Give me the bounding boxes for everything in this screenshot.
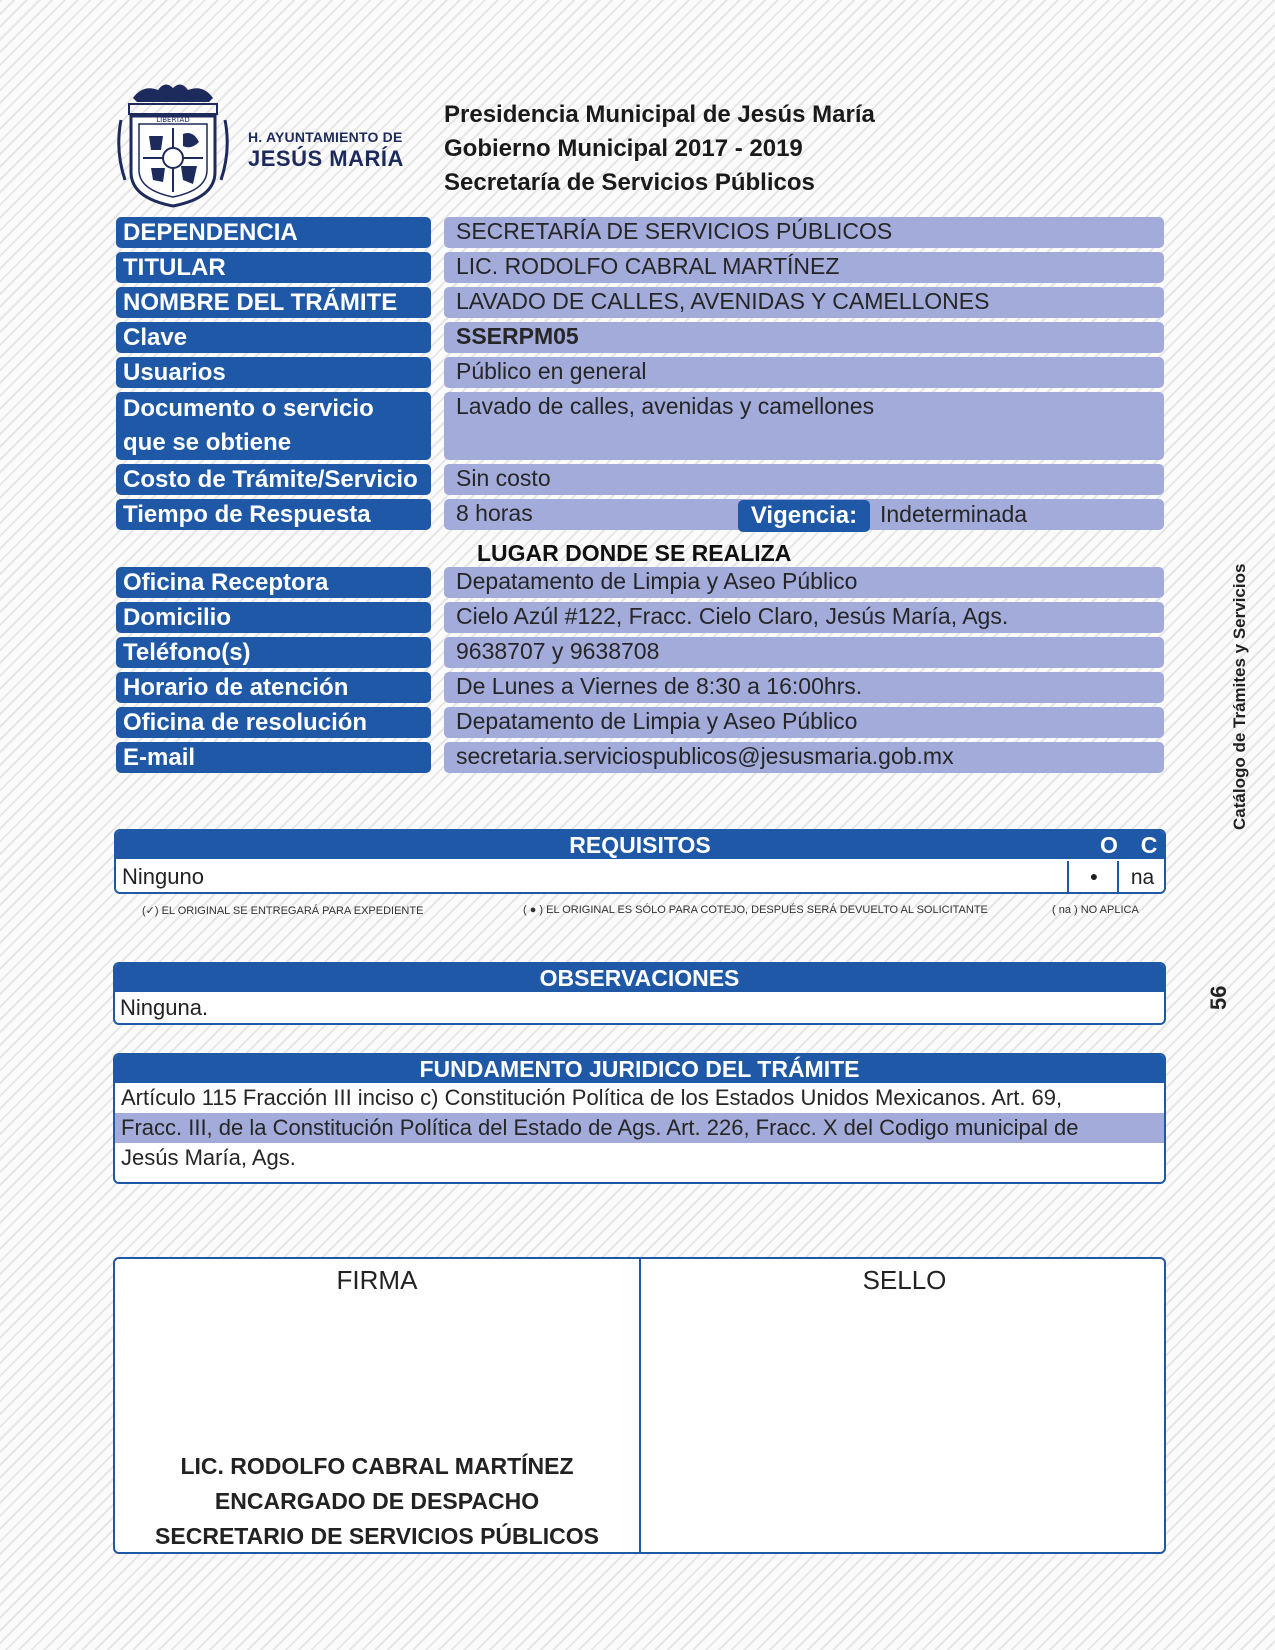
org-name-top: H. AYUNTAMIENTO DE bbox=[248, 129, 403, 145]
telefonos-label: Teléfono(s) bbox=[116, 637, 431, 668]
header-line-2: Gobierno Municipal 2017 - 2019 bbox=[444, 135, 803, 162]
firma-label: FIRMA bbox=[336, 1265, 418, 1295]
domicilio-label: Domicilio bbox=[116, 602, 431, 633]
nombre-tramite-value: LAVADO DE CALLES, AVENIDAS Y CAMELLONES bbox=[444, 287, 1164, 318]
requisito-item-c-mark: na bbox=[1117, 861, 1166, 892]
catalog-title: Catálogo de Trámites y Servicios bbox=[1230, 563, 1249, 830]
email-label: E-mail bbox=[116, 742, 431, 773]
clave-label: Clave bbox=[116, 322, 431, 353]
legend-original-cotejo: ( ● ) EL ORIGINAL ES SÓLO PARA COTEJO, DESPUÉS SERÁ DEVUELTO AL SOLICITANTE bbox=[523, 904, 988, 916]
municipal-seal-logo bbox=[113, 80, 233, 208]
requisitos-header bbox=[116, 831, 1164, 859]
svg-text:LIBERTAD: LIBERTAD bbox=[156, 116, 190, 124]
documento-label bbox=[116, 392, 431, 460]
requisito-item-o-mark: ● bbox=[1067, 861, 1119, 892]
usuarios-value: Público en general bbox=[444, 357, 1164, 388]
signatory-role-2: SECRETARIO DE SERVICIOS PÚBLICOS bbox=[155, 1523, 599, 1549]
org-name-main: JESÚS MARÍA bbox=[248, 146, 404, 171]
legend-no-aplica: ( na ) NO APLICA bbox=[1052, 904, 1139, 916]
dependencia-value: SECRETARÍA DE SERVICIOS PÚBLICOS bbox=[444, 217, 1164, 248]
tiempo-value: 8 horas bbox=[444, 499, 1164, 530]
signatory-block bbox=[115, 1449, 639, 1554]
fundamento-line-1: Artículo 115 Fracción III inciso c) Constitución Política de los Estados Unidos Mexicanos. Art. 69, bbox=[121, 1085, 1063, 1110]
observaciones-box bbox=[113, 962, 1166, 1025]
vigencia-value: Indeterminada bbox=[880, 501, 1028, 527]
requisitos-title: REQUISITOS bbox=[569, 832, 711, 858]
horario-value: De Lunes a Viernes de 8:30 a 16:00hrs. bbox=[444, 672, 1164, 703]
titular-label: TITULAR bbox=[116, 252, 431, 283]
usuarios-label: Usuarios bbox=[116, 357, 431, 388]
titular-value: LIC. RODOLFO CABRAL MARTÍNEZ bbox=[444, 252, 1164, 283]
documento-label-line-1: Documento o servicio bbox=[123, 395, 374, 422]
clave-value: SSERPM05 bbox=[444, 322, 1164, 353]
vigencia-label: Vigencia: bbox=[738, 500, 870, 532]
fundamento-box bbox=[113, 1053, 1166, 1184]
observaciones-text: Ninguna. bbox=[120, 995, 209, 1020]
signature-box bbox=[113, 1257, 1166, 1554]
requisitos-table bbox=[114, 829, 1166, 894]
header-line-3: Secretaría de Servicios Públicos bbox=[444, 169, 815, 196]
sello-label: SELLO bbox=[862, 1265, 947, 1295]
oficina-receptora-label: Oficina Receptora bbox=[116, 567, 431, 598]
observaciones-title: OBSERVACIONES bbox=[115, 964, 1164, 992]
telefonos-value: 9638707 y 9638708 bbox=[444, 637, 1164, 668]
oficina-resolucion-value: Depatamento de Limpia y Aseo Público bbox=[444, 707, 1164, 738]
tiempo-label: Tiempo de Respuesta bbox=[116, 499, 431, 530]
horario-label: Horario de atención bbox=[116, 672, 431, 703]
documento-value: Lavado de calles, avenidas y camellones bbox=[444, 392, 1164, 460]
signatory-role-1: ENCARGADO DE DESPACHO bbox=[214, 1488, 540, 1514]
requisitos-col-c: C bbox=[1140, 832, 1158, 858]
fundamento-title: FUNDAMENTO JURIDICO DEL TRÁMITE bbox=[115, 1055, 1164, 1083]
costo-value: Sin costo bbox=[444, 464, 1164, 495]
costo-label: Costo de Trámite/Servicio bbox=[116, 464, 431, 495]
legend-original-entrega: (✓) EL ORIGINAL SE ENTREGARÁ PARA EXPEDIENTE bbox=[142, 905, 424, 917]
documento-label-line-2: que se obtiene bbox=[123, 429, 292, 456]
domicilio-value: Cielo Azúl #122, Fracc. Cielo Claro, Jesús María, Ags. bbox=[444, 602, 1164, 633]
dependencia-label: DEPENDENCIA bbox=[116, 217, 431, 248]
requisitos-col-o: O bbox=[1100, 832, 1118, 858]
catalog-side-label bbox=[1230, 564, 1250, 830]
fundamento-line-3: Jesús María, Ags. bbox=[121, 1145, 296, 1170]
fundamento-line-2: Fracc. III, de la Constitución Política del Estado de Ags. Art. 226, Fracc. X del Codigo municipal de bbox=[115, 1113, 1164, 1143]
requisito-item-name: Ninguno bbox=[122, 864, 204, 889]
signatory-name: LIC. RODOLFO CABRAL MARTÍNEZ bbox=[180, 1453, 574, 1479]
oficina-resolucion-label: Oficina de resolución bbox=[116, 707, 431, 738]
email-value[interactable]: secretaria.serviciospublicos@jesusmaria.gob.mx bbox=[444, 742, 1164, 773]
lugar-title: LUGAR DONDE SE REALIZA bbox=[477, 540, 792, 566]
oficina-receptora-value: Depatamento de Limpia y Aseo Público bbox=[444, 567, 1164, 598]
signature-divider bbox=[639, 1259, 641, 1552]
header-line-1: Presidencia Municipal de Jesús María bbox=[444, 101, 875, 128]
nombre-tramite-label: NOMBRE DEL TRÁMITE bbox=[116, 287, 431, 318]
page-number: 56 bbox=[1206, 985, 1231, 1010]
